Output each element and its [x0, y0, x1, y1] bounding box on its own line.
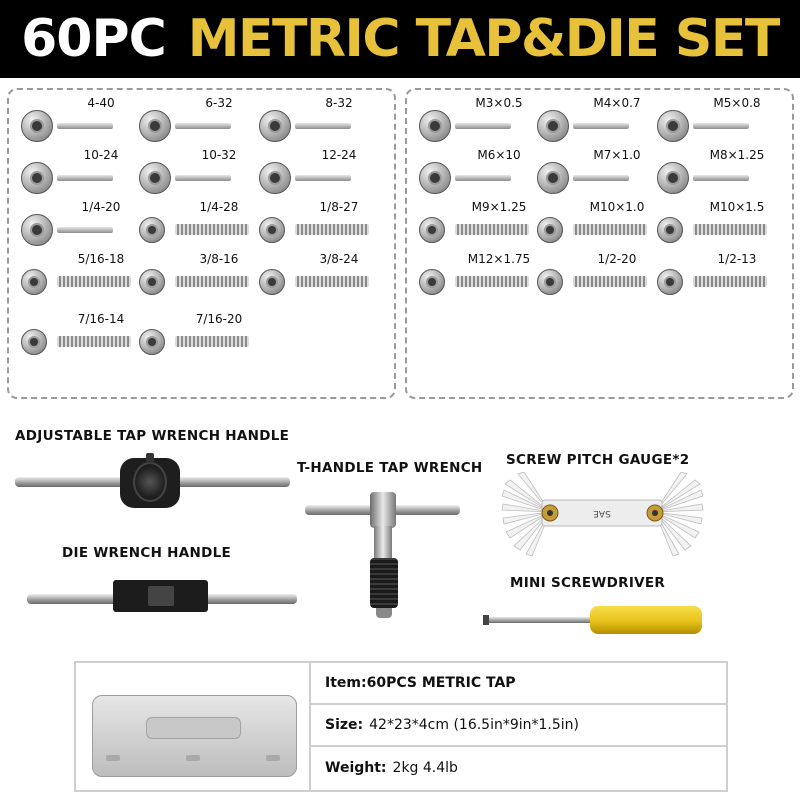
tap-icon — [57, 276, 131, 287]
tap-icon — [455, 123, 511, 129]
tap-icon — [175, 123, 231, 129]
die-icon — [537, 110, 569, 142]
tap-icon — [573, 175, 629, 181]
metric-size-label: M5×0.8 — [713, 96, 761, 110]
metric-size-label: M10×1.0 — [589, 200, 645, 214]
tap-icon — [693, 276, 767, 287]
tap-icon — [693, 123, 749, 129]
tap-icon — [175, 224, 249, 235]
tap-icon — [175, 276, 249, 287]
spec-item-key: Item: — [325, 675, 367, 691]
pitch-gauge-label: SCREW PITCH GAUGE*2 — [506, 452, 690, 468]
sae-size-label: 7/16-14 — [77, 312, 125, 326]
sae-size-label: 6-32 — [205, 96, 233, 110]
sae-item — [139, 252, 259, 304]
metric-item — [537, 200, 657, 252]
die-icon — [259, 110, 291, 142]
tap-icon — [455, 276, 529, 287]
sae-size-label: 10-24 — [83, 148, 119, 162]
title-text: METRIC TAP&DIE SET — [187, 9, 779, 69]
spec-item-value: 60PCS METRIC TAP — [366, 675, 516, 691]
metric-size-label: M10×1.5 — [709, 200, 765, 214]
spec-size-key: Size: — [325, 717, 364, 733]
metric-size-label: M7×1.0 — [593, 148, 641, 162]
tap-icon — [455, 175, 511, 181]
tap-icon — [57, 227, 113, 233]
metric-size-label: M4×0.7 — [593, 96, 641, 110]
tap-icon — [295, 123, 351, 129]
die-icon — [259, 162, 291, 194]
die-icon — [139, 217, 165, 243]
sae-item — [21, 200, 141, 252]
metric-item — [537, 96, 657, 148]
sae-item — [259, 148, 379, 200]
sae-size-label: 12-24 — [321, 148, 357, 162]
die-icon — [139, 329, 165, 355]
die-icon — [259, 269, 285, 295]
metric-item — [537, 252, 657, 304]
sae-tap-die-panel — [7, 88, 396, 399]
metric-size-label: M8×1.25 — [709, 148, 765, 162]
metric-item — [657, 96, 777, 148]
sae-item — [139, 148, 259, 200]
adjustable-wrench-label: ADJUSTABLE TAP WRENCH HANDLE — [15, 428, 290, 444]
metric-item — [419, 96, 539, 148]
die-icon — [21, 214, 53, 246]
die-icon — [657, 162, 689, 194]
die-icon — [657, 269, 683, 295]
sae-size-label: 1/4-28 — [199, 200, 239, 214]
sae-item — [259, 96, 379, 148]
tap-icon — [175, 336, 249, 347]
metric-item — [419, 252, 539, 304]
metric-item — [419, 200, 539, 252]
header-banner — [0, 0, 800, 78]
metric-tap-die-panel — [405, 88, 794, 399]
die-icon — [537, 217, 563, 243]
tap-icon — [57, 336, 131, 347]
tap-icon — [455, 224, 529, 235]
metric-item — [657, 252, 777, 304]
sae-item — [139, 96, 259, 148]
sae-size-label: 1/8-27 — [319, 200, 359, 214]
sae-item — [259, 252, 379, 304]
tap-icon — [573, 123, 629, 129]
gauge-marking: SAE — [593, 508, 611, 518]
carry-case-image — [76, 663, 311, 790]
metric-size-label: M12×1.75 — [467, 252, 531, 266]
sae-item — [259, 200, 379, 252]
sae-size-label: 5/16-18 — [77, 252, 125, 266]
sae-item — [21, 252, 141, 304]
spec-item-row — [311, 663, 726, 705]
die-wrench-label: DIE WRENCH HANDLE — [62, 545, 232, 561]
spec-size-row — [311, 705, 726, 747]
sae-size-label: 10-32 — [201, 148, 237, 162]
metric-item — [419, 148, 539, 200]
tap-icon — [175, 175, 231, 181]
die-icon — [419, 217, 445, 243]
sae-item — [21, 96, 141, 148]
sae-item — [139, 312, 259, 364]
t-handle-label: T-HANDLE TAP WRENCH — [297, 460, 483, 476]
sae-size-label: 3/8-24 — [319, 252, 359, 266]
die-icon — [139, 269, 165, 295]
sae-item — [21, 312, 141, 364]
die-icon — [537, 269, 563, 295]
metric-size-label: M3×0.5 — [475, 96, 523, 110]
die-icon — [419, 110, 451, 142]
metric-item — [657, 148, 777, 200]
metric-size-label: M6×10 — [477, 148, 521, 162]
metric-item — [657, 200, 777, 252]
sae-item — [21, 148, 141, 200]
sae-size-label: 1/4-20 — [81, 200, 121, 214]
spec-weight-row — [311, 747, 726, 789]
die-icon — [21, 110, 53, 142]
die-icon — [657, 217, 683, 243]
tap-icon — [57, 175, 113, 181]
die-icon — [259, 217, 285, 243]
sae-size-label: 7/16-20 — [195, 312, 243, 326]
metric-size-label: 1/2-13 — [717, 252, 757, 266]
die-icon — [657, 110, 689, 142]
sae-size-label: 4-40 — [87, 96, 115, 110]
die-icon — [139, 162, 171, 194]
spec-table — [74, 661, 728, 792]
spec-weight-key: Weight: — [325, 760, 387, 776]
metric-size-label: M9×1.25 — [471, 200, 527, 214]
tap-icon — [693, 224, 767, 235]
tap-icon — [295, 224, 369, 235]
tap-icon — [295, 276, 369, 287]
die-icon — [419, 269, 445, 295]
sae-size-label: 8-32 — [325, 96, 353, 110]
metric-size-label: 1/2-20 — [597, 252, 637, 266]
tap-icon — [57, 123, 113, 129]
tap-icon — [693, 175, 749, 181]
die-icon — [537, 162, 569, 194]
tap-icon — [295, 175, 351, 181]
spec-weight-value: 2kg 4.4lb — [392, 760, 458, 776]
die-icon — [419, 162, 451, 194]
tap-icon — [573, 224, 647, 235]
die-icon — [21, 269, 47, 295]
die-icon — [21, 329, 47, 355]
die-icon — [139, 110, 171, 142]
tap-icon — [573, 276, 647, 287]
metric-item — [537, 148, 657, 200]
sae-size-label: 3/8-16 — [199, 252, 239, 266]
title-count: 60PC — [21, 9, 166, 69]
screwdriver-label: MINI SCREWDRIVER — [510, 575, 666, 591]
die-icon — [21, 162, 53, 194]
sae-item — [139, 200, 259, 252]
spec-size-value: 42*23*4cm (16.5in*9in*1.5in) — [369, 717, 580, 733]
